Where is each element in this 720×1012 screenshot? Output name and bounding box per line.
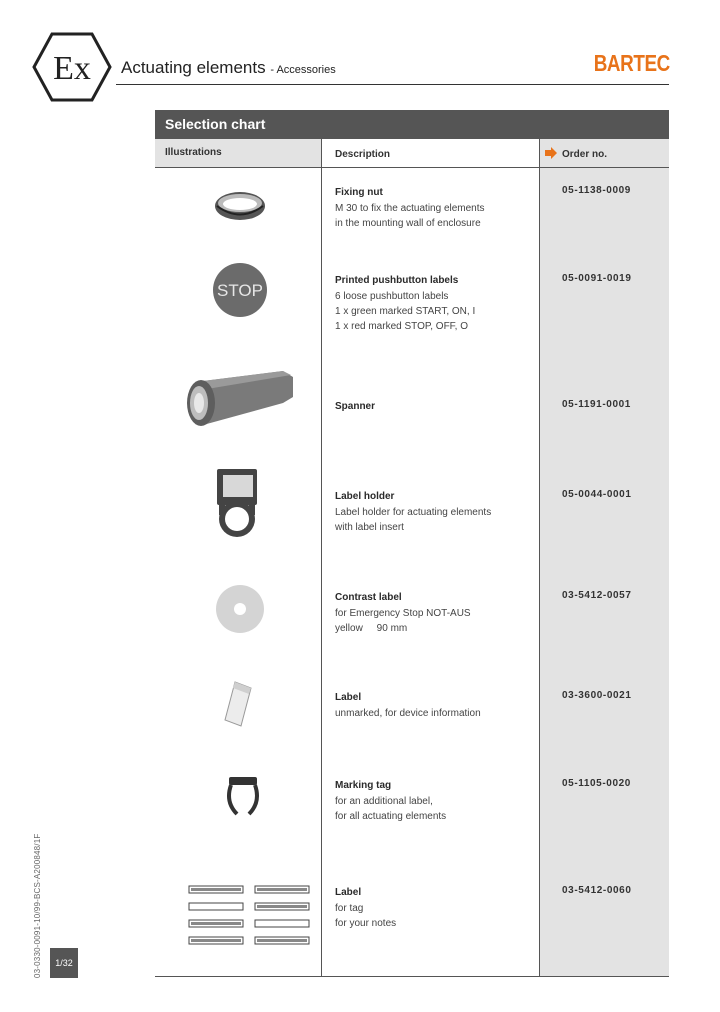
header-rule [116, 84, 669, 85]
item-name: Contrast label [335, 592, 402, 603]
stop-label-text: STOP [217, 281, 263, 300]
item-detail: 6 loose pushbutton labels [335, 291, 449, 302]
order-number: 05-1138-0009 [562, 185, 631, 196]
item-detail: for tag [335, 903, 364, 914]
page-subtitle: - Accessories [270, 64, 336, 76]
page-title-main: Actuating elements [121, 58, 266, 77]
order-number: 05-0091-0019 [562, 273, 632, 284]
stop-label-image [212, 262, 268, 318]
item-description [335, 185, 535, 231]
item-description [335, 590, 535, 636]
item-detail: yellow 90 mm [335, 623, 408, 634]
brand-logo: BARTEC [593, 50, 670, 76]
selection-chart [155, 110, 669, 977]
column-divider [539, 139, 540, 977]
document-code: 03-0330-0091-10/99-BCS-A200848/1F [33, 833, 42, 978]
chart-heading: Selection chart [155, 110, 669, 139]
order-number: 05-1105-0020 [562, 778, 631, 789]
marking-tag-image [223, 776, 263, 818]
col-header-illustrations: Illustrations [165, 147, 222, 158]
label-sheet-image [187, 885, 311, 947]
item-description [335, 399, 535, 415]
item-name: Printed pushbutton labels [335, 275, 459, 286]
col-header-description: Description [335, 149, 391, 160]
fixing-nut-image [213, 187, 267, 223]
order-number: 05-1191-0001 [562, 399, 631, 410]
item-name: Label holder [335, 491, 395, 502]
spanner-image [183, 369, 295, 433]
col-header-order: Order no. [562, 149, 608, 160]
item-detail: for an additional label, [335, 796, 433, 807]
item-detail: 1 x green marked START, ON, I [335, 306, 476, 317]
arrow-right-icon [544, 146, 558, 160]
item-name: Fixing nut [335, 187, 383, 198]
item-detail: unmarked, for device information [335, 708, 481, 719]
item-detail: M 30 to fix the actuating elements [335, 203, 485, 214]
item-name: Label [335, 887, 362, 898]
item-detail: Label holder for actuating elements [335, 507, 492, 518]
item-name: Marking tag [335, 780, 392, 791]
table-bottom-rule [155, 976, 669, 977]
column-divider [321, 139, 322, 977]
item-description [335, 489, 535, 535]
item-name: Spanner [335, 401, 376, 412]
item-description [335, 885, 535, 931]
item-description [335, 273, 535, 334]
order-column-bg [539, 139, 669, 977]
order-number: 05-0044-0001 [562, 489, 632, 500]
item-detail: with label insert [335, 522, 404, 533]
order-number: 03-3600-0021 [562, 690, 632, 701]
label-image [221, 680, 261, 728]
ex-logo [32, 32, 112, 102]
header-divider [155, 167, 669, 168]
page-number: 1/32 [50, 948, 78, 978]
item-detail: for your notes [335, 918, 397, 929]
item-name: Label [335, 692, 362, 703]
item-detail: in the mounting wall of enclosure [335, 218, 481, 229]
ex-logo-text: Ex [53, 50, 91, 87]
order-number: 03-5412-0057 [562, 590, 632, 601]
item-description [335, 690, 535, 721]
item-detail: for Emergency Stop NOT-AUS [335, 608, 471, 619]
order-number: 03-5412-0060 [562, 885, 632, 896]
item-description [335, 778, 535, 824]
item-detail: for all actuating elements [335, 811, 447, 822]
label-holder-image [215, 467, 259, 541]
item-detail: 1 x red marked STOP, OFF, O [335, 321, 469, 332]
contrast-label-image [215, 584, 265, 634]
page-title [121, 58, 336, 78]
